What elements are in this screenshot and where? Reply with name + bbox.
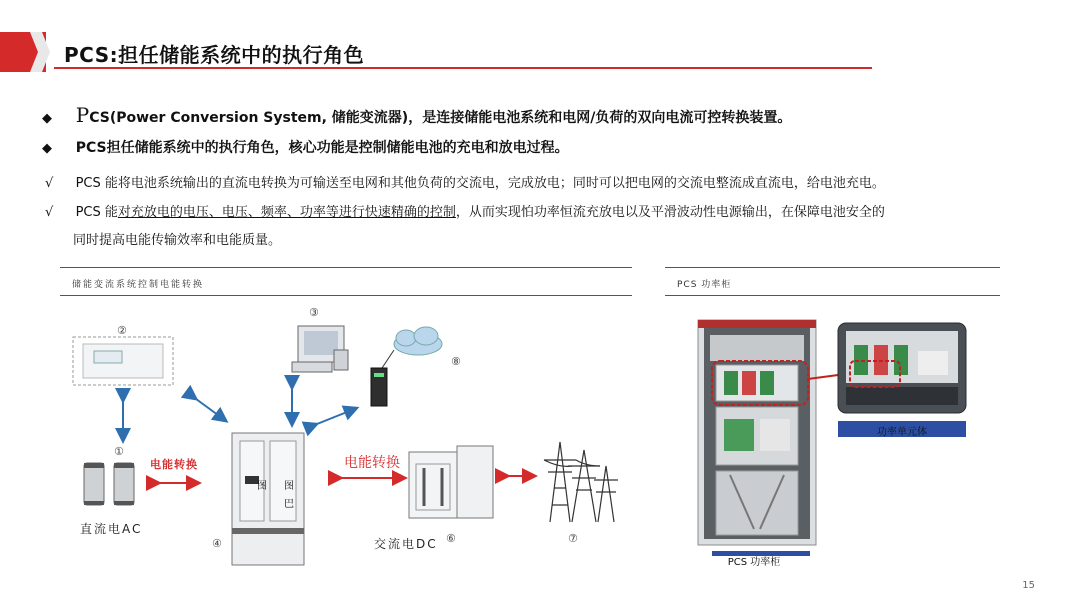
cloud-icon <box>394 327 442 355</box>
right-panel-bottom-rule <box>665 295 1000 296</box>
label-num-1: ① <box>114 445 124 458</box>
power-unit-caption: 功率单元体 <box>877 427 927 438</box>
arrow-router-pcs <box>312 410 352 426</box>
cabinet-text-3: 巴 <box>284 499 294 510</box>
diamond-bullet-icon: ◆ <box>42 141 52 156</box>
label-num-8: ⑧ <box>451 355 461 368</box>
label-num-3: ③ <box>309 306 319 319</box>
energy-conversion-label-right: 电能转换 <box>344 455 400 471</box>
battery-caption: 直流电AC <box>80 522 143 536</box>
cabinet-text-2: 图 <box>284 481 294 492</box>
left-panel-bottom-rule <box>60 295 632 296</box>
bullet-2-text: PCS担任储能系统中的执行角色，核心功能是控制储能电池的充电和放电过程。 <box>75 140 569 156</box>
right-panel-top-rule <box>665 267 1000 268</box>
router-icon <box>371 368 387 406</box>
header-underline <box>54 67 872 69</box>
bullet-1-lead: P <box>75 103 90 127</box>
bullet-2 <box>42 137 569 157</box>
label-num-2: ② <box>117 324 127 337</box>
left-panel-label: 储能变流系统控制电能转换 <box>72 280 205 290</box>
check-item-2-post: ，从而实现怕功率恒流充放电以及平滑波动性电源输出，在保障电池安全的 <box>455 205 885 220</box>
battery-icon <box>84 463 134 505</box>
check-item-1-text: PCS 能将电池系统输出的直流电转换为可输送至电网和其他负荷的交流电，完成放电；同时可以把电网的交流电整流成直流电，给电池充电。 <box>75 176 885 191</box>
page-number: 15 <box>1022 580 1035 591</box>
control-panel-device <box>73 337 173 385</box>
check-item-1 <box>45 172 885 191</box>
check-icon: √ <box>45 176 54 191</box>
right-panel-label: PCS 功率柜 <box>677 280 732 290</box>
label-num-4: ④ <box>212 537 222 550</box>
check-item-2-pre: PCS 能 <box>75 205 118 220</box>
check-item-2-continuation: 同时提高电能传输效率和电能质量。 <box>73 233 282 248</box>
network-link <box>382 350 394 368</box>
arrow-panel-pcs <box>192 396 222 418</box>
diamond-bullet-icon: ◆ <box>42 111 52 126</box>
cabinet-text-1: 图 <box>257 481 267 492</box>
label-num-7: ⑦ <box>568 532 578 545</box>
check-item-2 <box>45 201 885 220</box>
label-num-6: ⑥ <box>446 532 456 545</box>
bullet-1-text: CS(Power Conversion System, 储能变流器)，是连接储能电池系统和电网/负荷的双向电流可控转换装置。 <box>89 110 792 126</box>
check-icon: √ <box>45 205 54 220</box>
power-tower-icon <box>544 442 618 522</box>
energy-conversion-diagram <box>60 300 640 580</box>
grid-caption: 交流电DC <box>374 537 438 551</box>
cabinet-caption: PCS 功率柜 <box>727 557 781 568</box>
power-cabinet-photo <box>690 315 970 570</box>
computer-icon <box>292 326 348 372</box>
check-item-2-underlined: 对充放电的电压、电压、频率、功率等进行快速精确的控制 <box>117 205 456 220</box>
bullet-1 <box>42 103 791 127</box>
energy-conversion-label-left: 电能转换 <box>150 458 198 471</box>
page-title: PCS:担任储能系统中的执行角色 <box>64 43 365 67</box>
transformer-icon <box>409 446 493 518</box>
left-panel-top-rule <box>60 267 632 268</box>
